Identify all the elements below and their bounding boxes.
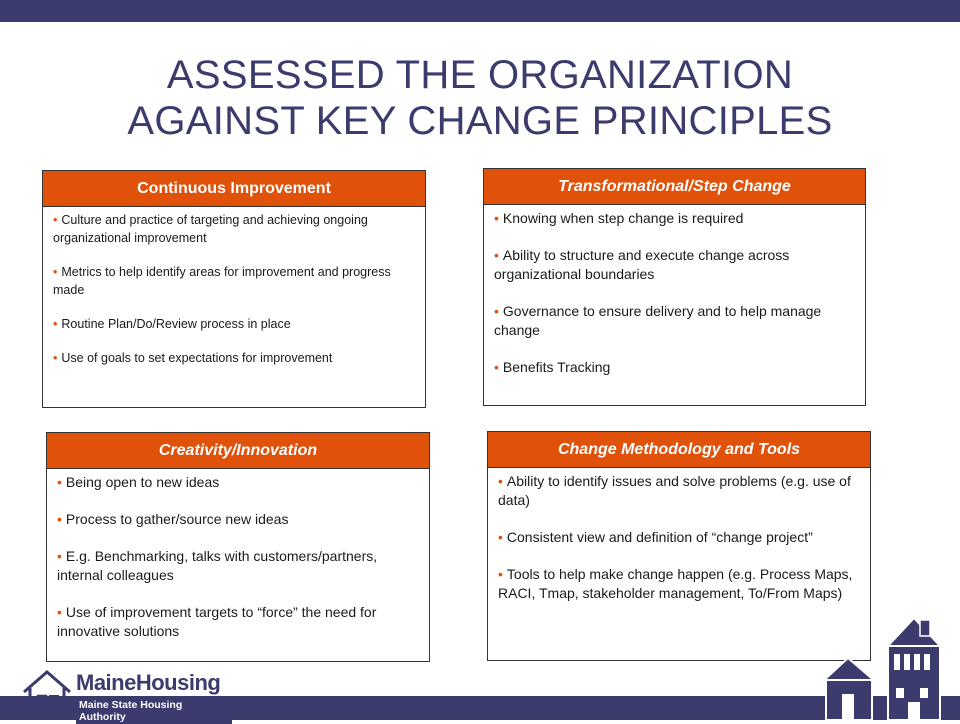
panel-header: Creativity/Innovation bbox=[47, 433, 429, 469]
bullet-text: Culture and practice of targeting and achieving ongoing organizational improvement bbox=[53, 213, 368, 245]
panel-body bbox=[43, 207, 425, 367]
bullet-text: Ability to identify issues and solve problems (e.g. use of data) bbox=[498, 473, 851, 508]
bullet-text: Process to gather/source new ideas bbox=[65, 511, 289, 527]
bullet-text: Routine Plan/Do/Review process in place bbox=[61, 317, 291, 331]
bullet-text: Use of improvement targets to “force” the need for innovative solutions bbox=[57, 604, 377, 639]
mainehousing-logo bbox=[20, 668, 232, 723]
bullet-item bbox=[57, 510, 421, 529]
bullet-item bbox=[57, 473, 421, 492]
panel-change-methodology-tools bbox=[487, 431, 871, 661]
panel-header: Change Methodology and Tools bbox=[488, 432, 870, 468]
bullet-icon: • bbox=[494, 359, 499, 375]
house-outline-icon bbox=[20, 668, 74, 714]
logo-subtitle: Maine State Housing Authority bbox=[76, 698, 232, 724]
bullet-item bbox=[53, 211, 417, 247]
bullet-text: Being open to new ideas bbox=[65, 474, 220, 490]
houses-illustration-icon bbox=[820, 612, 950, 720]
slide-title bbox=[0, 52, 960, 144]
bullet-icon: • bbox=[57, 604, 62, 620]
bullet-item bbox=[498, 565, 862, 603]
top-banner-bar bbox=[0, 0, 960, 22]
slide-title-line-2: AGAINST KEY CHANGE PRINCIPLES bbox=[127, 99, 833, 143]
bullet-item bbox=[498, 528, 862, 547]
panel-header: Continuous Improvement bbox=[43, 171, 425, 207]
bullet-text: Tools to help make change happen (e.g. Process Maps, RACI, Tmap, stakeholder management, To/From Maps) bbox=[498, 566, 853, 601]
bullet-icon: • bbox=[57, 474, 62, 490]
bullet-icon: • bbox=[494, 303, 499, 319]
panel-creativity-innovation bbox=[46, 432, 430, 662]
bullet-icon: • bbox=[498, 473, 503, 489]
bullet-text: Ability to structure and execute change across organizational boundaries bbox=[494, 247, 790, 282]
bullet-item bbox=[53, 315, 417, 333]
bullet-item bbox=[53, 263, 417, 299]
bullet-icon: • bbox=[57, 511, 62, 527]
bullet-text: E.g. Benchmarking, talks with customers/partners, internal colleagues bbox=[57, 548, 378, 583]
bullet-text: Benefits Tracking bbox=[502, 359, 611, 375]
bullet-icon: • bbox=[53, 265, 58, 279]
bullet-item bbox=[494, 209, 857, 228]
bullet-text: Use of goals to set expectations for improvement bbox=[61, 351, 333, 365]
bullet-text: Governance to ensure delivery and to help manage change bbox=[494, 303, 822, 338]
bullet-icon: • bbox=[53, 213, 58, 227]
bullet-item bbox=[494, 302, 857, 340]
bullet-item bbox=[498, 472, 862, 510]
panel-header: Transformational/Step Change bbox=[484, 169, 865, 205]
bullet-text: Knowing when step change is required bbox=[502, 210, 744, 226]
bullet-icon: • bbox=[498, 566, 503, 582]
bullet-item bbox=[53, 349, 417, 367]
bullet-icon: • bbox=[494, 247, 499, 263]
bullet-icon: • bbox=[494, 210, 499, 226]
panel-body bbox=[47, 469, 429, 641]
panel-body bbox=[484, 205, 865, 377]
slide-title-line-1: ASSESSED THE ORGANIZATION bbox=[166, 53, 794, 97]
bullet-item bbox=[57, 603, 421, 641]
bullet-text: Metrics to help identify areas for improvement and progress made bbox=[53, 265, 391, 297]
panel-continuous-improvement bbox=[42, 170, 426, 408]
bullet-item bbox=[494, 246, 857, 284]
bullet-text: Consistent view and definition of “change project” bbox=[506, 529, 813, 545]
panel-body bbox=[488, 468, 870, 603]
bullet-item bbox=[494, 358, 857, 377]
bullet-item bbox=[57, 547, 421, 585]
bullet-icon: • bbox=[53, 317, 58, 331]
logo-wordmark: MaineHousing bbox=[76, 670, 221, 695]
bullet-icon: • bbox=[53, 351, 58, 365]
panel-transformational-step-change bbox=[483, 168, 866, 406]
bullet-icon: • bbox=[57, 548, 62, 564]
bullet-icon: • bbox=[498, 529, 503, 545]
